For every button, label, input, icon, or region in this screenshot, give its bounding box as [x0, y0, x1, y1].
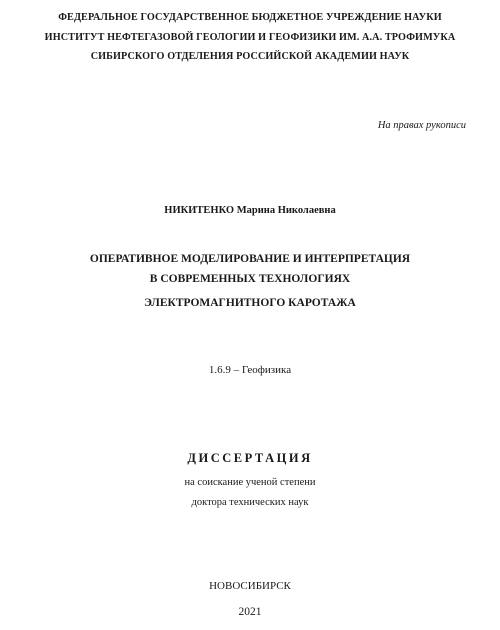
institution-line-1: ФЕДЕРАЛЬНОЕ ГОСУДАРСТВЕННОЕ БЮДЖЕТНОЕ УЧРЕЖДЕНИЕ НАУКИ	[58, 12, 442, 23]
title-line-1: ОПЕРАТИВНОЕ МОДЕЛИРОВАНИЕ И ИНТЕРПРЕТАЦИЯ	[89, 253, 411, 265]
title-line-2: В СОВРЕМЕННЫХ ТЕХНОЛОГИЯХ	[149, 273, 351, 285]
degree-line-1: на соискание ученой степени	[184, 477, 316, 488]
author-name: НИКИТЕНКО Марина Николаевна	[164, 205, 336, 216]
city: НОВОСИБИРСК	[209, 580, 291, 592]
institution-line-3: СИБИРСКОГО ОТДЕЛЕНИЯ РОССИЙСКОЙ АКАДЕМИИ НАУК	[90, 51, 410, 62]
rights-note: На правах рукописи	[377, 120, 466, 131]
degree-line-2: доктора технических наук	[191, 497, 309, 508]
title-line-3: ЭЛЕКТРОМАГНИТНОГО КАРОТАЖА	[144, 297, 356, 309]
year: 2021	[238, 606, 262, 618]
specialty: 1.6.9 – Геофизика	[208, 364, 292, 376]
institution-line-2: ИНСТИТУТ НЕФТЕГАЗОВОЙ ГЕОЛОГИИ И ГЕОФИЗИКИ ИМ. А.А. ТРОФИМУКА	[44, 32, 456, 43]
document-type: ДИССЕРТАЦИЯ	[187, 451, 313, 465]
